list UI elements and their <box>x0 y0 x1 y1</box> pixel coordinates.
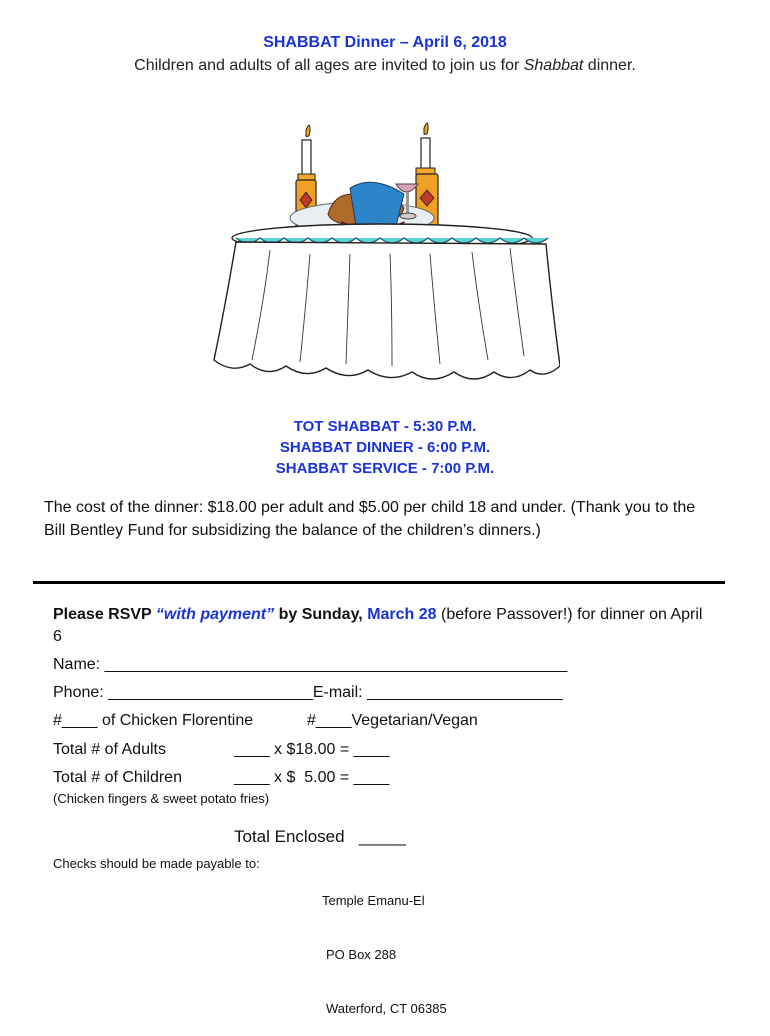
schedule-item-dinner: SHABBAT DINNER - 6:00 P.M. <box>279 439 491 456</box>
children-calc-field[interactable]: ____ x $ 5.00 = ____ <box>234 769 390 786</box>
payee-po-box: PO Box 288 <box>326 947 397 962</box>
phone-email-field[interactable]: Phone: _______________________E-mail: ______________________ <box>53 684 563 701</box>
rsvp-instructions: Please RSVP “with payment” by Sunday, March 28 (before Passover!) for dinner on April 6 <box>53 606 703 645</box>
payee-address <box>322 856 447 1036</box>
schedule-item-service: SHABBAT SERVICE - 7:00 P.M. <box>275 460 495 477</box>
cost-text: The cost of the dinner: $18.00 per adult and $5.00 per child 18 and under. (Thank you to the Bill Bentley Fund for subsidizing the balance of the children’s dinners.) <box>44 499 696 539</box>
chicken-count-field[interactable]: #____ of Chicken Florentine <box>53 712 254 729</box>
adults-calc-field[interactable]: ____ x $18.00 = ____ <box>234 741 390 758</box>
adults-label: Total # of Adults <box>53 741 166 758</box>
children-label: Total # of Children <box>53 769 182 786</box>
total-enclosed-field[interactable]: Total Enclosed _____ <box>234 827 407 846</box>
page-title: SHABBAT Dinner – April 6, 2018 <box>263 34 507 51</box>
vegetarian-count-field[interactable]: #____Vegetarian/Vegan <box>307 712 478 729</box>
schedule <box>0 416 770 479</box>
payee-name: Temple Emanu-El <box>322 893 425 908</box>
divider <box>33 581 725 584</box>
name-field[interactable]: Name: ____________________________________________________ <box>53 656 568 673</box>
checks-label: Checks should be made payable to: <box>53 856 260 871</box>
shabbat-table-illustration <box>210 118 560 388</box>
payee-city: Waterford, CT 06385 <box>326 1001 447 1016</box>
children-note: (Chicken fingers & sweet potato fries) <box>53 791 270 806</box>
page-subtitle: Children and adults of all ages are invited to join us for Shabbat dinner. <box>134 57 636 74</box>
schedule-item-tot-shabbat: TOT SHABBAT - 5:30 P.M. <box>293 418 477 435</box>
